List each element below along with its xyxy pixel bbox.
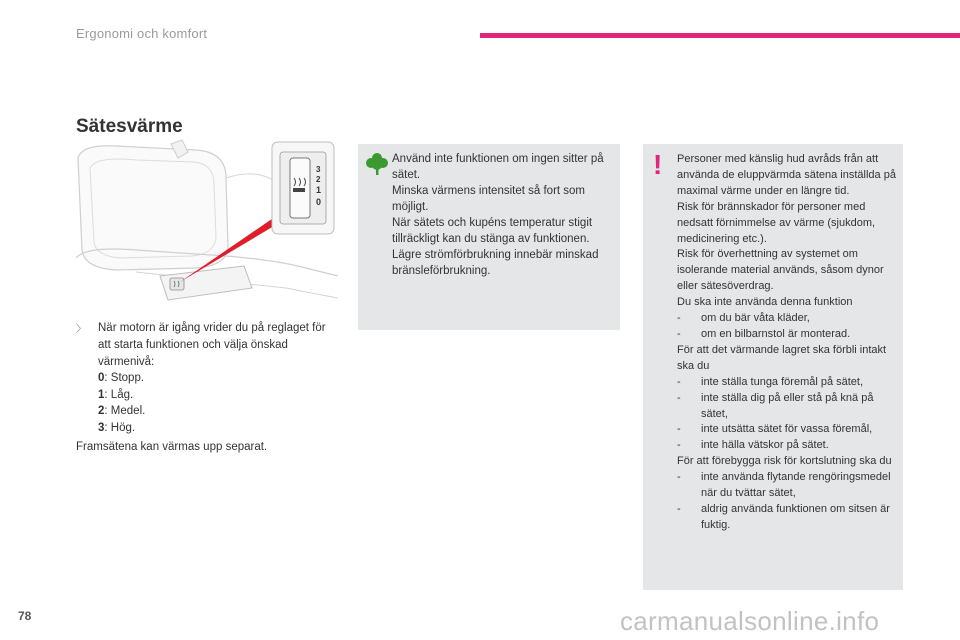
warning-line: Risk för överhettning av systemet om isolerande material används, såsom dynor eller sätesöverdrag. bbox=[677, 248, 884, 293]
level-label: : Medel. bbox=[104, 405, 146, 417]
chapter-title: Ergonomi och komfort bbox=[76, 26, 208, 41]
eco-tree-icon bbox=[366, 152, 388, 176]
warning-dash-item: - inte utsätta sätet för vassa föremål, bbox=[677, 423, 873, 436]
dial-label-2: 2 bbox=[316, 175, 321, 184]
eco-tip-box bbox=[358, 144, 620, 330]
heat-level-list bbox=[98, 370, 145, 436]
warning-dash-item: - inte ställa dig på eller stå på knä på sätet, bbox=[677, 391, 874, 420]
dial-label-0: 0 bbox=[316, 197, 322, 207]
warning-line: För att det värmande lagret ska förbli intakt ska du bbox=[677, 343, 887, 372]
header-accent-bar bbox=[480, 33, 960, 38]
level-item bbox=[98, 370, 145, 387]
level-key: 2 bbox=[98, 405, 105, 417]
level-key: 3 bbox=[98, 421, 105, 434]
warning-line: Risk för brännskador för personer med nedsatt förnimmelse av värme (sjukdom, medicinering etc.). bbox=[677, 200, 876, 245]
exclamation-warning-icon: ! bbox=[653, 149, 663, 180]
instruction-bullet bbox=[76, 320, 338, 371]
warning-dash-item: - inte hälla vätskor på sätet. bbox=[677, 439, 829, 452]
warning-line: För att förebygga risk för kortslutning ska du bbox=[677, 455, 892, 468]
warning-dash-item: - inte ställa tunga föremål på sätet, bbox=[677, 375, 864, 388]
watermark: carmanualsonline.info bbox=[620, 606, 880, 636]
separate-heating-note: Framsätena kan värmas upp separat. bbox=[76, 441, 268, 453]
level-label: : Stopp. bbox=[104, 372, 145, 384]
instruction-text: När motorn är igång vrider du på reglaget för att starta funktionen och välja önskad värmenivå: bbox=[98, 322, 326, 368]
warning-line: Du ska inte använda denna funktion bbox=[677, 296, 853, 309]
warning-box bbox=[643, 144, 903, 590]
dial-label-3: 3 bbox=[316, 165, 321, 174]
level-key: 0 bbox=[98, 372, 105, 384]
dial-label-1: 1 bbox=[316, 185, 322, 195]
section-title: Sätesvärme bbox=[76, 116, 183, 137]
warning-dash-item: - inte använda flytande rengöringsmedel när du tvättar sätet, bbox=[677, 471, 891, 500]
warning-dash-item: - om en bilbarnstol är monterad. bbox=[677, 327, 851, 340]
level-item bbox=[98, 420, 145, 437]
level-item bbox=[98, 403, 145, 420]
arrow-bullet-icon: 〉 bbox=[76, 324, 86, 335]
warning-dash-item: - om du bär våta kläder, bbox=[677, 312, 810, 325]
level-label: : Hög. bbox=[104, 421, 136, 434]
eco-tip-text: Använd inte funktionen om ingen sitter på sätet. Minska värmens intensitet så fort som möjligt. När sätets och kupéns temperatur stigit tillräckligt kan du stänga av funktionen. Lägre strömförbrukning innebär minskad bränsleförbrukning. bbox=[392, 153, 604, 277]
seat-heating-illustration bbox=[76, 138, 338, 312]
warning-dash-item: - aldrig använda funktionen om sitsen är fuktig. bbox=[677, 502, 890, 531]
level-item bbox=[98, 387, 145, 404]
warning-line: Personer med känslig hud avråds från att använda de eluppvärmda sätena inställda på maximal värme under en längre tid. bbox=[677, 153, 896, 197]
warning-text bbox=[677, 152, 899, 534]
level-key: 1 bbox=[98, 388, 105, 401]
level-label: : Låg. bbox=[104, 388, 134, 401]
page-number: 78 bbox=[18, 609, 32, 623]
